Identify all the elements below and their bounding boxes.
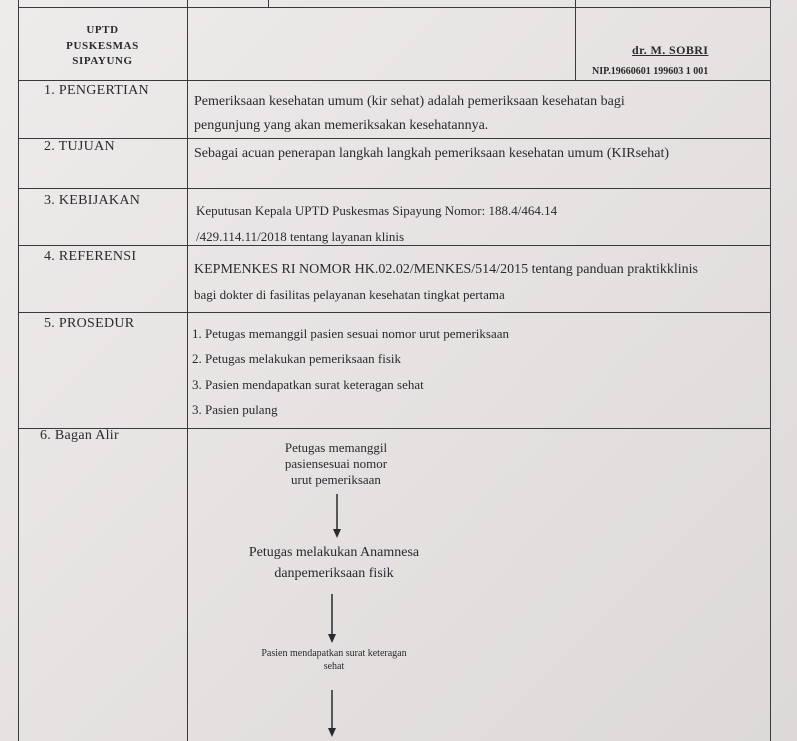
- referensi-line-1: KEPMENKES RI NOMOR HK.02.02/MENKES/514/2015 tentang panduan praktikklinis: [194, 262, 698, 277]
- prosedur-step-2: 2. Petugas melakukan pemeriksaan fisik: [192, 351, 402, 366]
- referensi-line-2: bagi dokter di fasilitas pelayanan kesehatan tingkat pertama: [194, 287, 505, 302]
- org-line-2: PUSKESMAS: [66, 40, 139, 52]
- flow-step-2-line-2: danpemeriksaan fisik: [274, 566, 394, 581]
- label-kebijakan: 3. KEBIJAKAN: [44, 193, 141, 208]
- rule-header-split: [575, 0, 576, 80]
- rule-row4: [18, 312, 771, 313]
- pengertian-line-1: Pemeriksaan kesehatan umum (kir sehat) adalah pemeriksaan kesehatan bagi: [194, 94, 625, 109]
- rule-row5: [18, 428, 771, 429]
- flow-step-1-line-2: pasiensesuai nomor: [284, 456, 388, 471]
- signer-name: dr. M. SOBRI: [632, 43, 709, 57]
- prosedur-step-4: 3. Pasien pulang: [192, 402, 278, 417]
- flow-step-3-line-2: sehat: [323, 661, 345, 672]
- flow-step-2-line-1: Petugas melakukan Anamnesa: [248, 545, 420, 560]
- rule-row2: [18, 188, 771, 189]
- rule-right: [770, 0, 771, 741]
- signer-nip: NIP.19660601 199603 1 001: [592, 66, 709, 77]
- prosedur-step-3: 3. Pasien mendapatkan surat keteragan sehat: [192, 377, 424, 392]
- kebijakan-line-2: /429.114.11/2018 tentang layanan klinis: [196, 229, 405, 244]
- flow-step-3-line-1: Pasien mendapatkan surat keteragan: [261, 648, 407, 659]
- rule-left: [18, 0, 19, 741]
- prosedur-step-1: 1. Petugas memanggil pasien sesuai nomor urut pemeriksaan: [192, 326, 509, 341]
- tujuan-line-1: Sebagai acuan penerapan langkah langkah pemeriksaan kesehatan umum (KIRsehat): [194, 146, 670, 161]
- flow-arrow-3: [325, 690, 339, 738]
- rule-top-stub: [268, 0, 269, 7]
- flow-arrow-2: [325, 594, 339, 644]
- label-tujuan: 2. TUJUAN: [44, 139, 115, 154]
- label-pengertian: 1. PENGERTIAN: [44, 83, 149, 98]
- label-prosedur: 5. PROSEDUR: [44, 316, 135, 331]
- kebijakan-line-1: Keputusan Kepala UPTD Puskesmas Sipayung Nomor: 188.4/464.14: [196, 203, 558, 218]
- pengertian-line-2: pengunjung yang akan memeriksakan kesehatannya.: [194, 118, 489, 133]
- rule-top: [18, 7, 771, 8]
- flow-arrow-1: [330, 494, 344, 539]
- rule-header-bottom: [18, 80, 771, 81]
- label-bagan-alir: 6. Bagan Alir: [40, 428, 119, 443]
- org-line-3: SIPAYUNG: [72, 55, 133, 67]
- rule-label-col: [187, 0, 188, 741]
- label-referensi: 4. REFERENSI: [44, 249, 137, 264]
- flow-step-1-line-3: urut pemeriksaan: [291, 472, 381, 487]
- rule-row1: [18, 138, 771, 139]
- rule-row3: [18, 245, 771, 246]
- flow-step-1-line-1: Petugas memanggil: [284, 440, 388, 455]
- org-line-1: UPTD: [86, 24, 119, 36]
